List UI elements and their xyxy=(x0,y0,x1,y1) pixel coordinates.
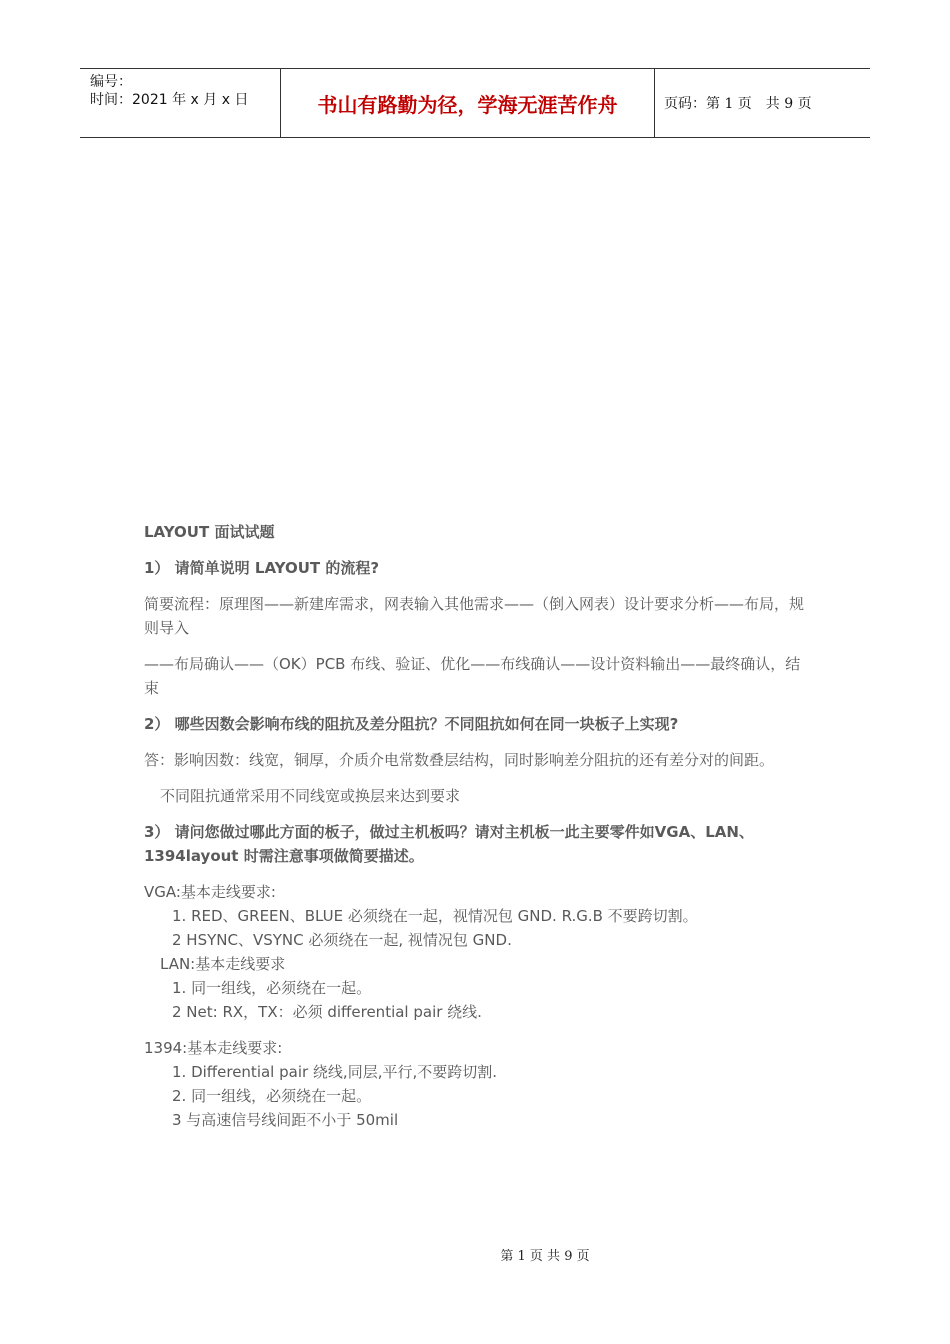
header-page-info: 页码：第 1 页 共 9 页 xyxy=(664,96,812,112)
document-body xyxy=(144,520,809,1132)
lan-item-2: 2 Net: RX，TX：必须 differential pair 绕线. xyxy=(172,1003,482,1021)
vga-item-1: 1. RED、GREEN、BLUE 必须绕在一起，视情况包 GND. R.G.B 不要跨切割。 xyxy=(172,907,698,925)
document-title: LAYOUT 面试试题 xyxy=(144,523,275,541)
answer-2-paragraph-2: 不同阻抗通常采用不同线宽或换层来达到要求 xyxy=(160,787,461,805)
lan-item-1: 1. 同一组线，必须绕在一起。 xyxy=(172,979,372,997)
ieee1394-item-1: 1. Differential pair 绕线,同层,平行,不要跨切割. xyxy=(172,1063,497,1081)
answer-2-paragraph-1: 答：影响因数：线宽，铜厚，介质介电常数叠层结构，同时影响差分阻抗的还有差分对的间距。 xyxy=(144,751,775,769)
time-label: 时间：2021 年 x 月 x 日 xyxy=(90,92,249,108)
header-left-cell xyxy=(80,69,281,137)
answer-1-paragraph-1: 简要流程：原理图——新建库需求，网表输入其他需求——（倒入网表）设计要求分析——布局，规则导入 xyxy=(144,595,805,637)
lan-section-title: LAN:基本走线要求 xyxy=(160,955,286,973)
question-1: 1） 请简单说明 LAYOUT 的流程? xyxy=(144,559,380,577)
question-2: 2） 哪些因数会影响布线的阻抗及差分阻抗？不同阻抗如何在同一块板子上实现? xyxy=(144,715,679,733)
header-motto: 书山有路勤为径，学海无涯苦作舟 xyxy=(281,69,655,137)
answer-1-paragraph-2: ——布局确认——（OK）PCB 布线、验证、优化——布线确认——设计资料输出——最终确认，结束 xyxy=(144,655,801,697)
ieee1394-section-title: 1394:基本走线要求: xyxy=(144,1039,283,1057)
number-label: 编号： xyxy=(90,74,132,90)
question-3: 3） 请问您做过哪此方面的板子，做过主机板吗？请对主机板一此主要零件如VGA、LAN、1394layout 时需注意事项做简要描述。 xyxy=(144,823,754,865)
vga-section-title: VGA:基本走线要求: xyxy=(144,883,276,901)
ieee1394-item-3: 3 与高速信号线间距不小于 50mil xyxy=(172,1111,399,1129)
page-footer: 第 1 页 共 9 页 xyxy=(500,1249,590,1264)
ieee1394-item-2: 2. 同一组线，必须绕在一起。 xyxy=(172,1087,372,1105)
vga-item-2: 2 HSYNC、VSYNC 必须绕在一起, 视情况包 GND. xyxy=(172,931,512,949)
page-header xyxy=(80,68,870,138)
